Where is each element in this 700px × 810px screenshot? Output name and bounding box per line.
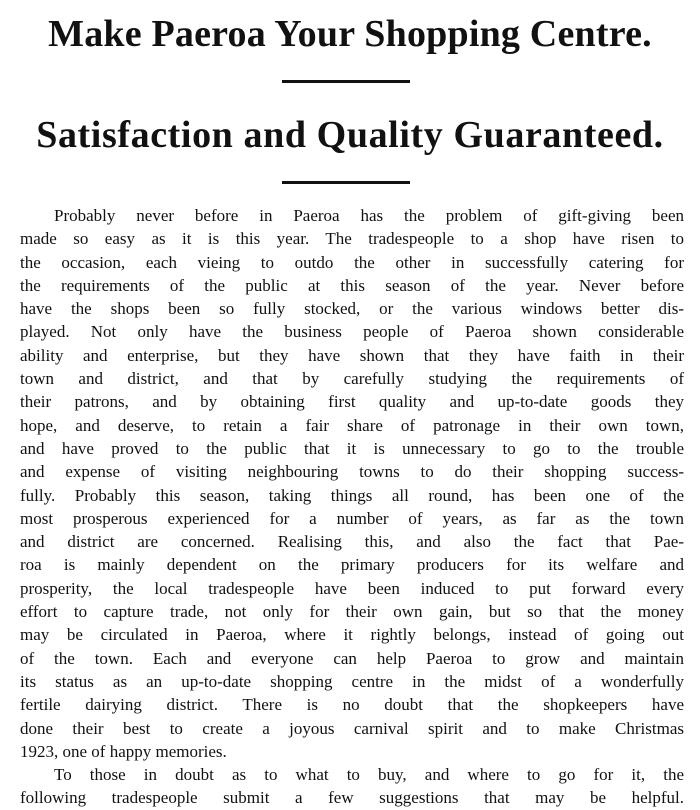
headline-shopping-centre: Make Paeroa Your Shopping Centre. [48,13,652,55]
text-line: town and district, and that by carefully studying the requirements of [20,369,684,389]
text-line: done their best to create a joyous carnival spirit and to make Christmas [20,718,684,738]
headline-divider-rule [282,80,410,83]
text-line: played. Not only have the business people of Paeroa shown considerable [20,322,684,342]
text-line: have the shops been so fully stocked, or the various windows better dis- [20,299,684,319]
text-line: following tradespeople submit a few suggestions that may be helpful. [20,788,684,808]
text-line: most prosperous experienced for a number of years, as far as the town [20,508,684,528]
headline-satisfaction-quality: Satisfaction and Quality Guaranteed. [36,114,664,156]
article-body [20,204,684,810]
text-line: effort to capture trade, not only for their own gain, but so that the money [20,602,684,622]
text-line: Probably never before in Paeroa has the problem of gift-giving been [54,206,684,225]
text-line: may be circulated in Paeroa, where it rightly belongs, instead of going out [20,625,684,645]
text-line: and have proved to the public that it is unnecessary to go to the trouble [20,438,684,458]
text-line: roa is mainly dependent on the primary producers for its welfare and [20,555,684,575]
text-line: ability and enterprise, but they have shown that they have faith in their [20,345,684,365]
text-line: and district are concerned. Realising this, and also the fact that Pae- [20,532,684,552]
text-line: fertile dairying district. There is no doubt that the shopkeepers have [20,695,684,715]
text-line: the requirements of the public at this season of the year. Never before [20,275,684,295]
text-line: made so easy as it is this year. The tradespeople to a shop have risen to [20,229,684,249]
text-line: hope, and deserve, to retain a fair share of patronage in their own town, [20,415,684,435]
text-line: of the town. Each and everyone can help Paeroa to grow and maintain [20,648,684,668]
text-line: its status as an up-to-date shopping centre in the midst of a wonderfully [20,671,684,691]
article-divider-rule [282,181,410,184]
text-line: fully. Probably this season, taking things all round, has been one of the [20,485,684,505]
paragraph-1 [20,204,684,763]
paragraph-2 [20,763,684,810]
text-line: prosperity, the local tradespeople have been induced to put forward every [20,578,684,598]
text-line: the occasion, each vieing to outdo the other in successfully catering for [20,252,684,272]
text-line: To those in doubt as to what to buy, and where to go for it, the [54,765,684,785]
text-line: 1923, one of happy memories. [20,741,227,761]
text-line: and expense of visiting neighbouring towns to do their shopping success- [20,462,684,482]
text-line: their patrons, and by obtaining first quality and up-to-date goods they [20,392,684,412]
